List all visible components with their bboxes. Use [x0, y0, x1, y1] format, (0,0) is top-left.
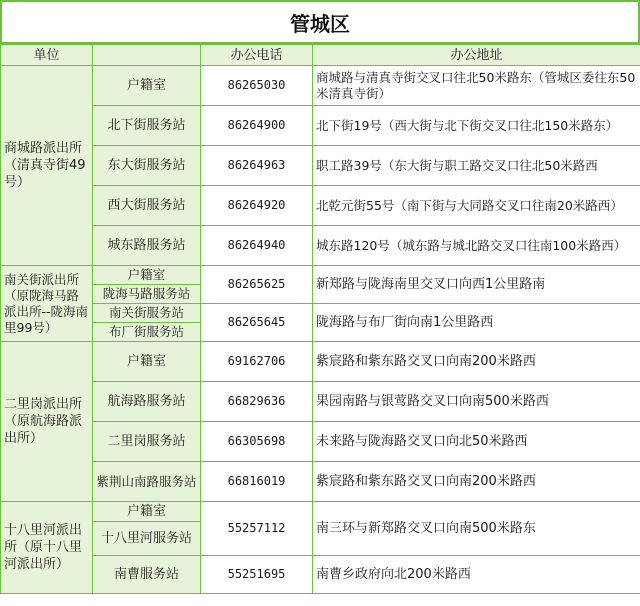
header-station	[93, 45, 201, 66]
address-cell: 紫宸路和紫东路交叉口向南200米路西	[313, 342, 640, 382]
station-cell: 户籍室	[93, 266, 201, 285]
unit-cell: 商城路派出所（清真寺街49号）	[1, 66, 93, 266]
address-cell: 城东路120号（城东路与城北路交叉口往南100米路西）	[313, 226, 640, 266]
phone-cell: 86265645	[201, 304, 313, 342]
address-cell: 紫宸路和紫东路交叉口向南200米路西	[313, 462, 640, 502]
phone-cell: 69162706	[201, 342, 313, 382]
unit-cell: 十八里河派出所（原十八里河派出所）	[1, 502, 93, 594]
table-row	[1, 304, 640, 323]
station-cell: 城东路服务站	[93, 226, 201, 266]
table-row	[1, 186, 640, 226]
address-cell: 新郑路与陇海南里交叉口向西1公里路南	[313, 266, 640, 304]
phone-cell: 86264900	[201, 106, 313, 146]
table-row	[1, 226, 640, 266]
phone-cell: 55251695	[201, 556, 313, 594]
phone-cell: 86264963	[201, 146, 313, 186]
table-row	[1, 66, 640, 106]
address-cell: 北乾元街55号（南下街与大同路交叉口往南20米路西）	[313, 186, 640, 226]
address-cell: 南曹乡政府向北200米路西	[313, 556, 640, 594]
directory-table	[0, 44, 640, 594]
station-cell: 二里岗服务站	[93, 422, 201, 462]
station-cell: 北下街服务站	[93, 106, 201, 146]
phone-cell: 86265625	[201, 266, 313, 304]
address-cell: 未来路与陇海路交叉口向北50米路西	[313, 422, 640, 462]
address-cell: 北下街19号（西大街与北下街交叉口往北150米路东）	[313, 106, 640, 146]
address-cell: 商城路与清真寺街交叉口往北50米路东（管城区委往东50米清真寺街）	[313, 66, 640, 106]
station-cell: 十八里河服务站	[93, 522, 201, 556]
table-row	[1, 422, 640, 462]
station-cell: 东大街服务站	[93, 146, 201, 186]
address-cell: 职工路39号（东大街与职工路交叉口往北50米路西	[313, 146, 640, 186]
table-header-row	[1, 45, 640, 66]
table-row	[1, 556, 640, 594]
station-cell: 布厂街服务站	[93, 323, 201, 342]
station-cell: 户籍室	[93, 342, 201, 382]
address-cell: 陇海路与布厂街向南1公里路西	[313, 304, 640, 342]
station-cell: 南关街服务站	[93, 304, 201, 323]
header-phone: 办公电话	[201, 45, 313, 66]
phone-cell: 86264920	[201, 186, 313, 226]
table-row	[1, 266, 640, 285]
station-cell: 户籍室	[93, 502, 201, 522]
unit-cell: 南关街派出所（原陇海马路派出所--陇海南里99号）	[1, 266, 93, 342]
header-address: 办公地址	[313, 45, 640, 66]
phone-cell: 86264940	[201, 226, 313, 266]
station-cell: 南曹服务站	[93, 556, 201, 594]
table-row	[1, 502, 640, 522]
phone-cell: 66816019	[201, 462, 313, 502]
phone-cell: 66829636	[201, 382, 313, 422]
address-cell: 南三环与新郑路交叉口向南500米路东	[313, 502, 640, 556]
station-cell: 户籍室	[93, 66, 201, 106]
phone-cell: 66305698	[201, 422, 313, 462]
phone-cell: 55257112	[201, 502, 313, 556]
station-cell: 西大街服务站	[93, 186, 201, 226]
phone-cell: 86265030	[201, 66, 313, 106]
table-row	[1, 342, 640, 382]
page-title: 管城区	[0, 0, 640, 44]
table-row	[1, 382, 640, 422]
header-unit: 单位	[1, 45, 93, 66]
station-cell: 陇海马路服务站	[93, 285, 201, 304]
table-row	[1, 106, 640, 146]
unit-cell: 二里岗派出所（原航海路派出所）	[1, 342, 93, 502]
address-cell: 果园南路与银莺路交叉口向南500米路西	[313, 382, 640, 422]
station-cell: 航海路服务站	[93, 382, 201, 422]
table-row	[1, 462, 640, 502]
station-cell: 紫荆山南路服务站	[93, 462, 201, 502]
table-row	[1, 146, 640, 186]
